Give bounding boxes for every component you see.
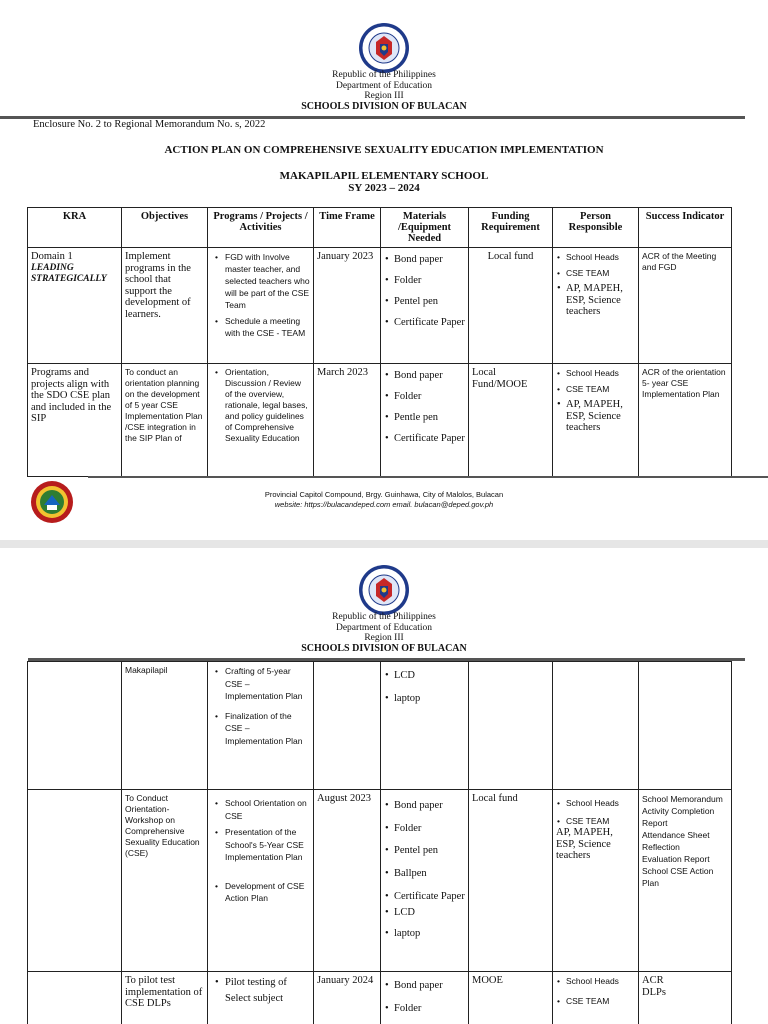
person-item: • CSE TEAM	[556, 815, 635, 827]
funding-cell	[469, 662, 553, 790]
indicator-cell: ACR of the orientation 5- year CSE Implementation Plan	[639, 364, 732, 477]
activity-item: • Crafting of 5-year CSE – Implementation Plan	[211, 665, 310, 703]
objectives-cell: To conduct an orientation planning on the development of 5 year CSE Implementation Plan /CSE integration in the SIP Plan of	[122, 364, 208, 477]
materials-cell	[381, 790, 469, 972]
materials-cell	[381, 972, 469, 1024]
table-header-row	[28, 208, 732, 248]
person-item: • School Heads	[556, 797, 635, 809]
activity-item: • Finalization of the CSE – Implementation Plan	[211, 710, 310, 748]
activities-cell	[208, 972, 314, 1024]
objectives-cell: Makapilapil	[122, 662, 208, 790]
table-row	[28, 248, 732, 364]
header-funding: Funding Requirement	[469, 208, 553, 248]
person-item: • CSE TEAM	[556, 267, 635, 279]
footer-address: Provincial Capitol Compound, Brgy. Guinhawa, City of Malolos, Bulacan	[264, 490, 504, 499]
deped-seal-icon	[358, 22, 410, 74]
action-plan-table-continued	[27, 661, 732, 1024]
header-activities: Programs / Projects / Activities	[208, 208, 314, 248]
time-frame-cell: January 2024	[314, 972, 381, 1024]
activity-item: • School Orientation on CSE	[211, 797, 310, 822]
enclosure-line: Enclosure No. 2 to Regional Memorandum No. s, 2022	[33, 119, 266, 130]
region-line: Region III	[364, 633, 404, 643]
material-item: • LCD	[384, 665, 465, 688]
document-page-2	[0, 548, 768, 1024]
activity-item: • Presentation of the School's 5-Year CSE Implementation Plan	[211, 826, 310, 864]
material-item: • Certificate Paper	[384, 890, 465, 903]
funding-cell: Local Fund/MOOE	[469, 364, 553, 477]
footer-rule	[88, 476, 768, 478]
activities-cell	[208, 364, 314, 477]
school-name: MAKAPILAPIL ELEMENTARY SCHOOL	[279, 170, 489, 182]
header-kra: KRA	[28, 208, 122, 248]
indicator-cell: ACR of the Meeting and FGD	[639, 248, 732, 364]
material-item: • Bond paper	[384, 795, 465, 818]
header-objectives: Objectives	[122, 208, 208, 248]
indicator-cell	[639, 662, 732, 790]
material-item: • Bond paper	[384, 975, 465, 998]
school-year: SY 2023 – 2024	[348, 182, 420, 194]
person-item: • CSE TEAM	[556, 383, 635, 395]
deped-seal-icon	[358, 564, 410, 616]
activity-item: • Orientation, Discussion / Review of the overview, rationale, legal bases, and policy guidelines of Comprehensive Sexuality Education	[211, 367, 310, 444]
objectives-cell: Implement programs in the school that support the development of learners.	[122, 248, 208, 364]
material-item: • Bond paper	[384, 251, 465, 268]
material-item: • laptop	[384, 688, 465, 711]
division-line: SCHOOLS DIVISION OF BULACAN	[301, 100, 467, 112]
activities-cell	[208, 662, 314, 790]
kra-cell	[28, 972, 122, 1024]
person-item: • School Heads	[556, 251, 635, 263]
footer-website: website: https://bulacandeped.com email. bulacan@deped.gov.ph	[274, 500, 494, 509]
time-frame-cell: March 2023	[314, 364, 381, 477]
republic-line: Republic of the Philippines	[332, 70, 436, 80]
region-line: Region III	[364, 91, 404, 101]
letterhead	[0, 70, 768, 112]
time-frame-cell: January 2023	[314, 248, 381, 364]
activity-item: • FGD with Involve master teacher, and selected teachers who will be part of the CSE Team	[211, 251, 310, 311]
material-item: • Folder	[384, 998, 465, 1021]
kra-text: Domain 1	[31, 251, 73, 262]
material-item: • Pentel pen	[384, 293, 465, 310]
activity-item: • Schedule a meeting with the CSE - TEAM	[211, 315, 310, 339]
department-line: Department of Education	[335, 80, 433, 91]
materials-cell	[381, 662, 469, 790]
material-item: • Folder	[384, 272, 465, 289]
person-item: • School Heads	[556, 975, 635, 987]
kra-cell	[28, 248, 122, 364]
department-line: Department of Education	[335, 622, 433, 633]
material-item: • Certificate Paper	[384, 430, 465, 447]
funding-cell: Local fund	[469, 248, 553, 364]
person-cell	[553, 972, 639, 1024]
person-item: • AP, MAPEH, ESP, Science teachers	[556, 283, 635, 318]
republic-line: Republic of the Philippines	[332, 612, 436, 622]
header-time-frame: Time Frame	[314, 208, 381, 248]
objectives-cell: To Conduct Orientation-Workshop on Comprehensive Sexuality Education (CSE)	[122, 790, 208, 972]
activity-item: • Development of CSE Action Plan	[211, 880, 310, 905]
person-item: • AP, MAPEH, ESP, Science teachers	[556, 399, 635, 434]
header-person: Person Responsible	[553, 208, 639, 248]
kra-emphasis: LEADING STRATEGICALLY	[31, 262, 107, 284]
kra-cell	[28, 662, 122, 790]
materials-cell	[381, 364, 469, 477]
material-item: • Pentle pen	[384, 409, 465, 426]
person-extra: AP, MAPEH, ESP, Science teachers	[556, 827, 613, 861]
letterhead	[0, 612, 768, 654]
material-item: • Bond paper	[384, 367, 465, 384]
indicator-cell: School Memorandum Activity Completion Report Attendance Sheet Reflection Evaluation Report School CSE Action Plan	[639, 790, 732, 972]
material-item: • Ballpen	[384, 863, 465, 886]
material-item: • Folder	[384, 388, 465, 405]
material-item: • Pentel pen	[384, 840, 465, 863]
action-plan-table	[27, 207, 732, 477]
person-cell	[553, 662, 639, 790]
page-separator	[0, 540, 768, 548]
footer	[0, 490, 768, 510]
material-item: • LCD	[384, 903, 465, 923]
table-row	[28, 790, 732, 972]
indicator-cell: ACR DLPs	[639, 972, 732, 1024]
activity-item: • Pilot testing of Select subject	[211, 975, 310, 1007]
table-row	[28, 972, 732, 1024]
material-item: • Folder	[384, 818, 465, 841]
division-line: SCHOOLS DIVISION OF BULACAN	[301, 642, 467, 654]
document-title: ACTION PLAN ON COMPREHENSIVE SEXUALITY EDUCATION IMPLEMENTATION	[164, 144, 604, 156]
activities-cell	[208, 248, 314, 364]
header-materials: Materials /Equipment Needed	[381, 208, 469, 248]
material-item: • Certificate Paper	[384, 314, 465, 331]
time-frame-cell: August 2023	[314, 790, 381, 972]
time-frame-cell	[314, 662, 381, 790]
person-item: • School Heads	[556, 367, 635, 379]
header-indicator: Success Indicator	[639, 208, 732, 248]
materials-cell	[381, 248, 469, 364]
objectives-cell: To pilot test implementation of CSE DLPs	[122, 972, 208, 1024]
material-item: • laptop	[384, 923, 465, 946]
person-cell	[553, 248, 639, 364]
person-item: • CSE TEAM	[556, 995, 635, 1007]
person-cell	[553, 790, 639, 972]
activities-cell	[208, 790, 314, 972]
funding-cell: MOOE	[469, 972, 553, 1024]
table-row	[28, 662, 732, 790]
person-cell	[553, 364, 639, 477]
table-row	[28, 364, 732, 477]
kra-cell: Programs and projects align with the SDO CSE plan and included in the SIP	[28, 364, 122, 477]
funding-cell: Local fund	[469, 790, 553, 972]
kra-cell	[28, 790, 122, 972]
